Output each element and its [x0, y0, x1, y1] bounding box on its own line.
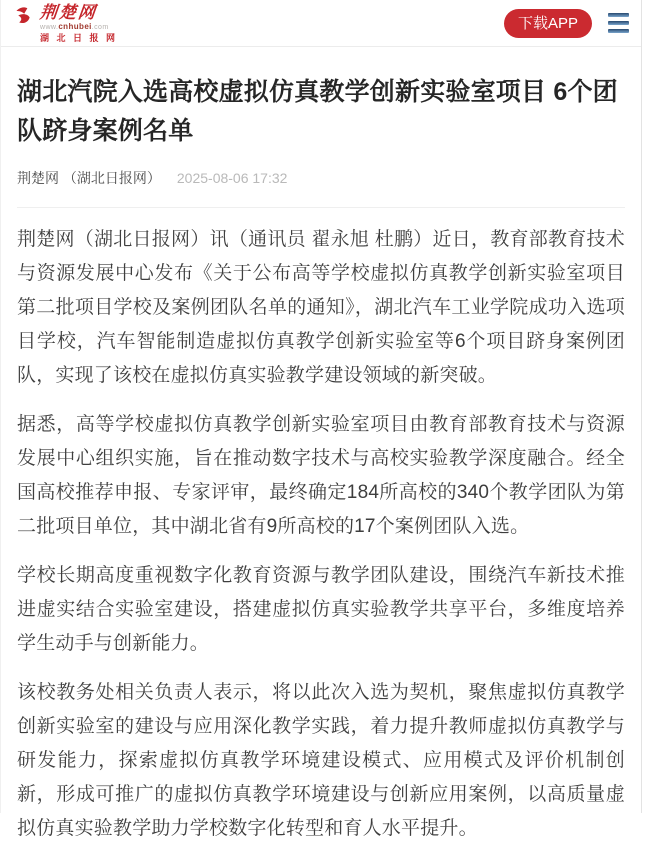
article-paragraph: 该校教务处相关负责人表示，将以此次入选为契机，聚焦虚拟仿真教学创新实验室的建设与应用深化教学实践，着力提升教师虚拟仿真教学与研发能力，探索虚拟仿真教学环境建设模式、应用模式及评价机制创新，形成可推广的虚拟仿真教学环境建设与创新应用案例，以高质量虚拟仿真实验教学助力学校数字化转型和育人水平提升。 [17, 682, 625, 839]
header-actions [504, 9, 629, 38]
bird-logo-icon [15, 6, 37, 26]
logo-url-main: cnhubei [58, 21, 92, 31]
article-timestamp: 2025-08-06 17:32 [176, 170, 288, 186]
download-app-button[interactable]: 下载APP [504, 9, 592, 38]
logo-url-suffix: .com [91, 23, 109, 31]
article-body [17, 223, 625, 846]
logo-site-url [40, 23, 123, 31]
article-paragraph: 学校长期高度重视数字化教育资源与教学团队建设，围绕汽车新技术推进虚实结合实验室建设，搭建虚拟仿真实验教学共享平台，多维度培养学生动手与创新能力。 [17, 565, 625, 654]
article-title: 湖北汽院入选高校虚拟仿真教学创新实验室项目 6个团队跻身案例名单 [17, 78, 618, 145]
article-byline [17, 168, 625, 188]
logo-subtitle: 湖北日报网 [40, 32, 123, 43]
article [1, 73, 641, 846]
hamburger-menu-icon[interactable] [608, 11, 629, 35]
article-paragraph: 荆楚网（湖北日报网）讯（通讯员 翟永旭 杜鹏）近日，教育部教育技术与资源发展中心发布《关于公布高等学校虚拟仿真教学创新实验室项目第二批项目学校及案例团队名单的通知》，湖北汽车工业学院成功入选项目学校，汽车智能制造虚拟仿真教学创新实验室等6个项目跻身案例团队，实现了该校在虚拟仿真实验教学建设领域的新突破。 [17, 229, 625, 386]
logo-site-name: 荆楚网 [39, 2, 98, 22]
article-paragraph: 据悉，高等学校虚拟仿真教学创新实验室项目由教育部教育技术与资源发展中心组织实施，旨在推动数字技术与高校实验教学深度融合。经全国高校推荐申报、专家评审，最终确定184所高校的340个教学团队为第二批项目单位，其中湖北省有9所高校的17个案例团队入选。 [17, 414, 625, 537]
article-source: 荆楚网 （湖北日报网） [17, 170, 161, 186]
logo-text [40, 4, 123, 43]
byline-divider [17, 207, 625, 208]
site-header [1, 0, 641, 47]
site-logo[interactable] [15, 4, 123, 43]
logo-url-prefix: www. [40, 23, 59, 31]
